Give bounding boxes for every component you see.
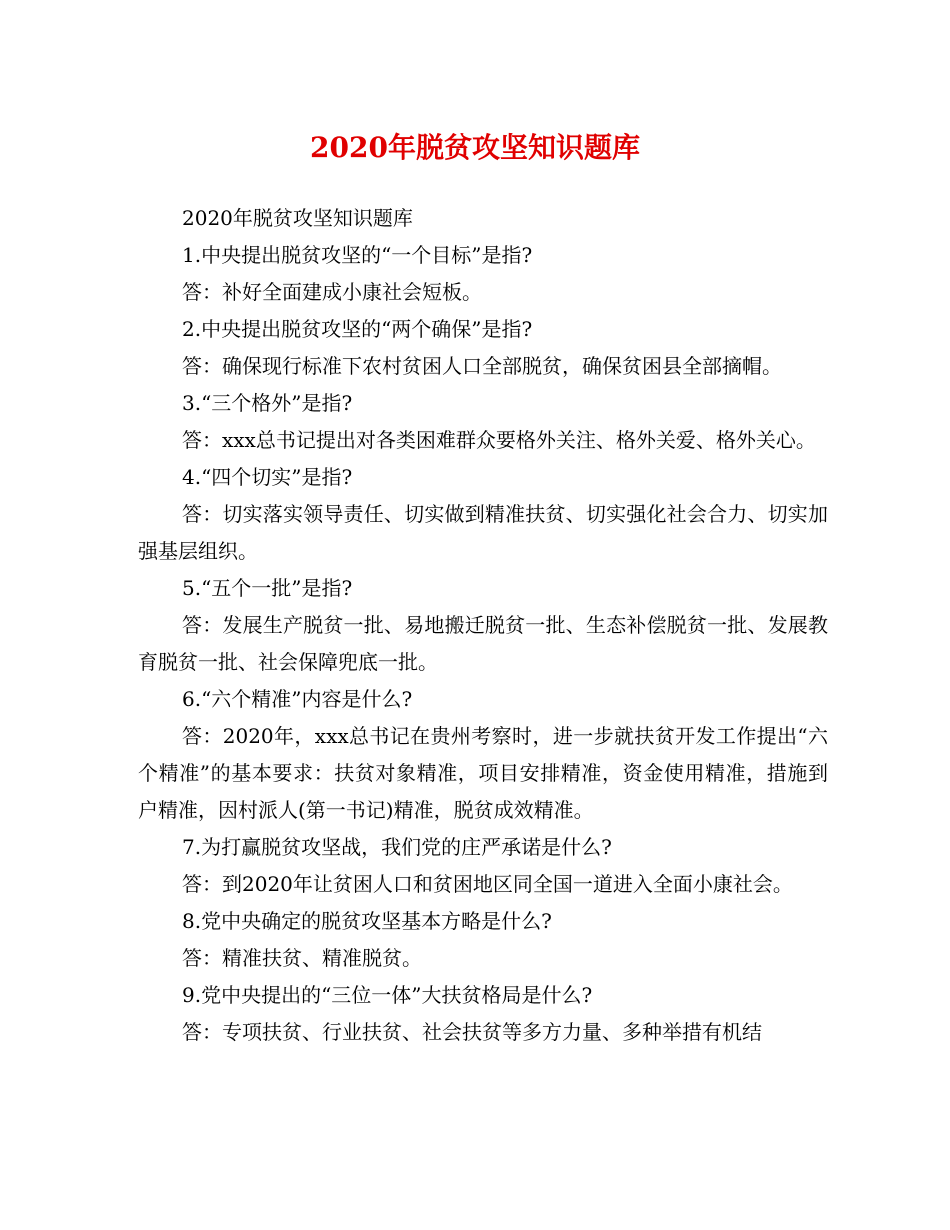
question-8: 8.党中央确定的脱贫攻坚基本方略是什么? <box>182 909 552 933</box>
paragraph: 2020年脱贫攻坚知识题库 <box>182 206 413 230</box>
question-9: 9.党中央提出的“三位一体”大扶贫格局是什么? <box>182 983 593 1007</box>
question-6: 6.“六个精准”内容是什么? <box>182 687 413 711</box>
answer-3: 答：xxx总书记提出对各类困难群众要格外关注、格外关爱、格外关心。 <box>182 428 816 452</box>
answer-4: 答：切实落实领导责任、切实做到精准扶贫、切实强化社会合力、切实加强基层组织。 <box>138 502 828 563</box>
answer-9: 答：专项扶贫、行业扶贫、社会扶贫等多方力量、多种举措有机结 <box>182 1020 762 1044</box>
answer-2: 答：确保现行标准下农村贫困人口全部脱贫，确保贫困县全部摘帽。 <box>182 354 782 378</box>
question-4: 4.“四个切实”是指? <box>182 465 353 489</box>
answer-6: 答：2020年，xxx总书记在贵州考察时，进一步就扶贫开发工作提出“六个精准”的基本要求：扶贫对象精准，项目安排精准，资金使用精准，措施到户精准，因村派人(第一书记)精准，脱贫成效精准。 <box>138 724 828 822</box>
document-title: 2020年脱贫攻坚知识题库 <box>310 131 640 164</box>
question-7: 7.为打赢脱贫攻坚战，我们党的庄严承诺是什么? <box>182 835 612 859</box>
document-body <box>138 200 828 1051</box>
question-5: 5.“五个一批”是指? <box>182 576 353 600</box>
answer-1: 答：补好全面建成小康社会短板。 <box>182 280 482 304</box>
question-2: 2.中央提出脱贫攻坚的“两个确保”是指? <box>182 317 533 341</box>
question-1: 1.中央提出脱贫攻坚的“一个目标”是指? <box>182 243 533 267</box>
question-3: 3.“三个格外”是指? <box>182 391 353 415</box>
answer-8: 答：精准扶贫、精准脱贫。 <box>182 946 422 970</box>
answer-5: 答：发展生产脱贫一批、易地搬迁脱贫一批、生态补偿脱贫一批、发展教育脱贫一批、社会保障兜底一批。 <box>138 613 828 674</box>
answer-7: 答：到2020年让贫困人口和贫困地区同全国一道进入全面小康社会。 <box>182 872 793 896</box>
